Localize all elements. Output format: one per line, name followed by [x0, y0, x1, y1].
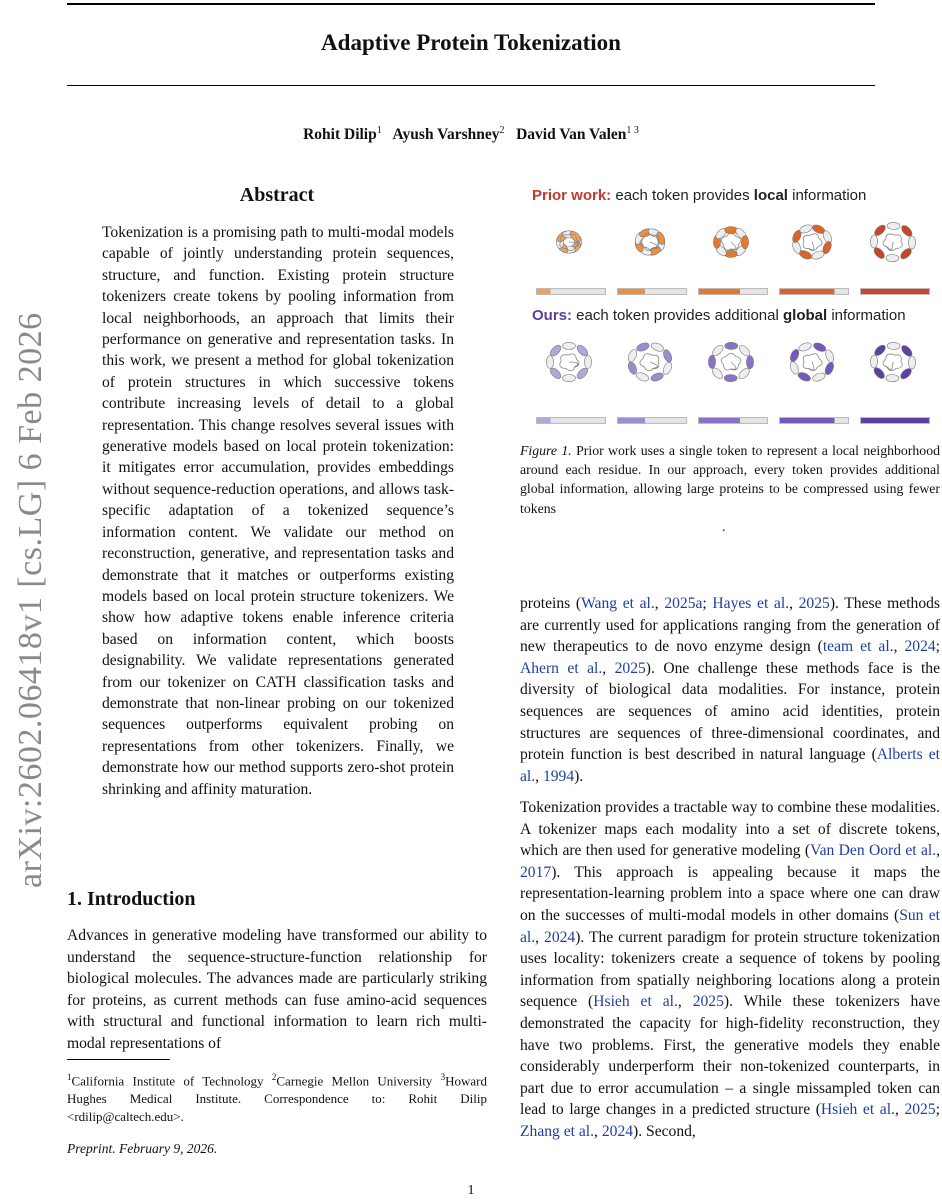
citation-link[interactable]: Wang et al. [581, 595, 655, 612]
author-name: David Van Valen [516, 126, 627, 144]
author-affiliation: 2 [499, 125, 505, 136]
citation-link[interactable]: Zhang et al. [520, 1122, 595, 1140]
token-bar [536, 417, 606, 424]
label-emphasis: global [783, 307, 828, 324]
citation-link[interactable]: Hsieh et al. [820, 1101, 895, 1119]
paragraph-text: ; [935, 638, 941, 656]
token-bar [698, 417, 768, 424]
label-strong: Prior work: [532, 187, 612, 204]
paragraph-text: ). This approach is appealing because it maps the representation-learning problem into a space where one can draw on the successes of multi-modal models in other domains ( [520, 863, 940, 924]
label-strong: Ours: [532, 307, 573, 324]
paragraph-text: , [936, 842, 940, 860]
footnote-text: California Institute of Technology [71, 1073, 272, 1089]
paragraph-text: ). While these tokenizers have demonstrated the capacity for high-fidelity reconstruction, they have two problems. First, the generative models they enable considerably underperform their non-tokenized counterparts, in part due to error accumulation – a single missampled token can lead to large changes in a predicted structure ( [520, 993, 940, 1119]
footnote-mark: 1 [67, 1072, 72, 1082]
label-text: each token provides [611, 187, 754, 204]
caption-dot: . [722, 520, 726, 535]
caption-label: Figure 1. [520, 443, 572, 458]
ours-structures [536, 331, 940, 431]
paragraph-right-2 [520, 797, 940, 1143]
label-text: each token provides additional [572, 307, 783, 324]
token-bar [860, 417, 930, 424]
citation-link[interactable]: Ahern et al. [520, 659, 603, 677]
figure-caption [520, 441, 940, 518]
citation-link[interactable]: 2025a [664, 595, 703, 612]
citation-link[interactable]: 2024 [544, 928, 576, 946]
page-number: 1 [467, 1183, 475, 1198]
citation-link[interactable]: Hsieh et al. [593, 993, 678, 1011]
citation-link[interactable]: Hayes et al. [712, 595, 790, 612]
author-name: Ayush Varshney [392, 126, 500, 144]
paragraph-text: ). One challenge these methods face is the diversity of biological data modalities. For instance, protein sequences are sequences of amino acid identities, protein structures are sequences of three-dimensional coordinates, and protein function is best described in natural language ( [520, 659, 940, 764]
paragraph-text: ). These methods are currently used for applications ranging from the generation of new therapeutics to de novo enzyme design ( [520, 595, 940, 656]
paragraph-text: Tokenization provides a tractable way to combine these modalities. A tokenizer maps each modality into a set of discrete tokens, which are then used for generative modeling ( [520, 799, 940, 860]
citation-link[interactable]: 2025 [692, 993, 724, 1011]
label-emphasis: local [753, 187, 788, 204]
paragraph-text: , [602, 659, 615, 677]
paragraph-text: , [594, 1122, 602, 1140]
paragraph-text: ). [574, 767, 584, 785]
paper-title: Adaptive Protein Tokenization [321, 30, 621, 55]
author-affiliation: 1 3 [626, 125, 639, 136]
prior-work-structures [536, 211, 940, 301]
title-rule [67, 85, 875, 86]
abstract-text: Tokenization is a promising path to multi-modal models capable of jointly understanding protein sequences, structure, and function. Existing protein structure tokenizers create tokens by pooling information from local neighborhoods, an approach that limits their performance on generative and representation tasks. In this work, we present a method for global tokenization of protein structures in which successive tokens contribute increasing levels of detail to a global representation. This change resolves several issues with generative models based on local protein tokenization: it mitigates error accumulation, provides embeddings without sequence-reduction operations, and allows task-specific adaptation of a tokenized sequence’s information content. We validate our method on reconstruction, generative, and representation tasks and demonstrate that it matches or outperforms existing models based on local protein structure tokenizers. We show how adaptive tokens enable inference criteria based on information content, which boosts designability. We validate representations generated from our tokenizer on CATH classification tasks and demonstrate that non-linear probing on our tokenized sequences outperforms equivalent probing on representations from other tokenizers. Finally, we demonstrate how our method supports zero-shot protein shrinking and affinity maturation. [102, 224, 454, 798]
footnote-text: Howard Hughes Medical Institute. Correspondence to: Rohit Dilip <rdilip@caltech.edu>. [67, 1073, 487, 1125]
paragraph-text: , [535, 928, 545, 946]
paragraph-text: ; [702, 595, 713, 612]
paragraph-text: , [677, 993, 693, 1011]
footnote-text: Carnegie Mellon University [276, 1073, 441, 1089]
author-list [67, 125, 875, 144]
citation-link[interactable]: 2025 [614, 659, 646, 677]
citation-link[interactable]: Van Den Oord et al. [810, 842, 937, 860]
token-bar [698, 288, 768, 295]
label-text: information [827, 307, 906, 324]
figure-1 [518, 183, 940, 433]
paragraph-text: ). Second, [633, 1122, 696, 1140]
author-affiliation: 1 [376, 125, 382, 136]
affiliations-footnote [67, 1068, 487, 1126]
paragraph-text: , [535, 767, 543, 785]
paragraph-text: , [893, 638, 905, 656]
token-bar [617, 417, 687, 424]
paragraph-text: , [789, 595, 799, 612]
citation-link[interactable]: 1994 [542, 767, 575, 785]
citation-link[interactable]: Alberts et al. [520, 746, 940, 785]
footnote-rule [67, 1059, 170, 1060]
abstract-heading: Abstract [239, 184, 315, 206]
citation-link[interactable]: 2024 [904, 638, 936, 656]
citation-link[interactable]: 2025 [798, 595, 830, 612]
preprint-date: Preprint. February 9, 2026. [67, 1141, 218, 1156]
label-text: information [787, 187, 867, 204]
token-bar [617, 288, 687, 295]
paragraph-right-1 [520, 593, 940, 787]
citation-link[interactable]: 2017 [520, 863, 552, 881]
paragraph-text: proteins ( [520, 595, 582, 612]
paragraph-text: ). The current paradigm for protein structure tokenization uses locality: tokenizers create a sequence of tokens by pooling information from spatially neighboring locations along a protein sequence ( [520, 928, 940, 1011]
footnote-mark: 3 [440, 1072, 446, 1082]
citation-link[interactable]: team et al. [822, 638, 894, 656]
citation-link[interactable]: 2024 [601, 1122, 634, 1140]
footnote-mark: 2 [271, 1072, 277, 1082]
citation-link[interactable]: 2025 [904, 1101, 936, 1119]
token-bar [860, 288, 930, 295]
token-bar [536, 288, 606, 295]
section-heading-introduction: 1. Introduction [67, 888, 196, 910]
author-name: Rohit Dilip [303, 126, 377, 144]
token-bar [779, 417, 849, 424]
introduction-text: Advances in generative modeling have transformed our ability to understand the sequence-structure-function relationship for biological molecules. The advances made are particularly striking for proteins, as current methods can fuse amino-acid sequences with structural and functional information to learn rich multi-modal representations of [67, 927, 487, 1052]
top-rule [67, 3, 875, 5]
caption-text: Prior work uses a single token to represent a local neighborhood around each residue. In our approach, every token provides additional global information, allowing large proteins to be compressed using fewer tokens [520, 443, 940, 516]
figure-ours-label [532, 307, 906, 324]
figure-prior-work-label [532, 187, 866, 204]
paragraph-text: ; [935, 1101, 940, 1119]
citation-link[interactable]: Sun et al. [520, 906, 940, 946]
paragraph-text: , [894, 1101, 905, 1119]
paragraph-text: , [654, 595, 665, 612]
arxiv-identifier: arXiv:2602.06418v1 [cs.LG] 6 Feb 2026 [12, 312, 49, 888]
token-bar [779, 288, 849, 295]
